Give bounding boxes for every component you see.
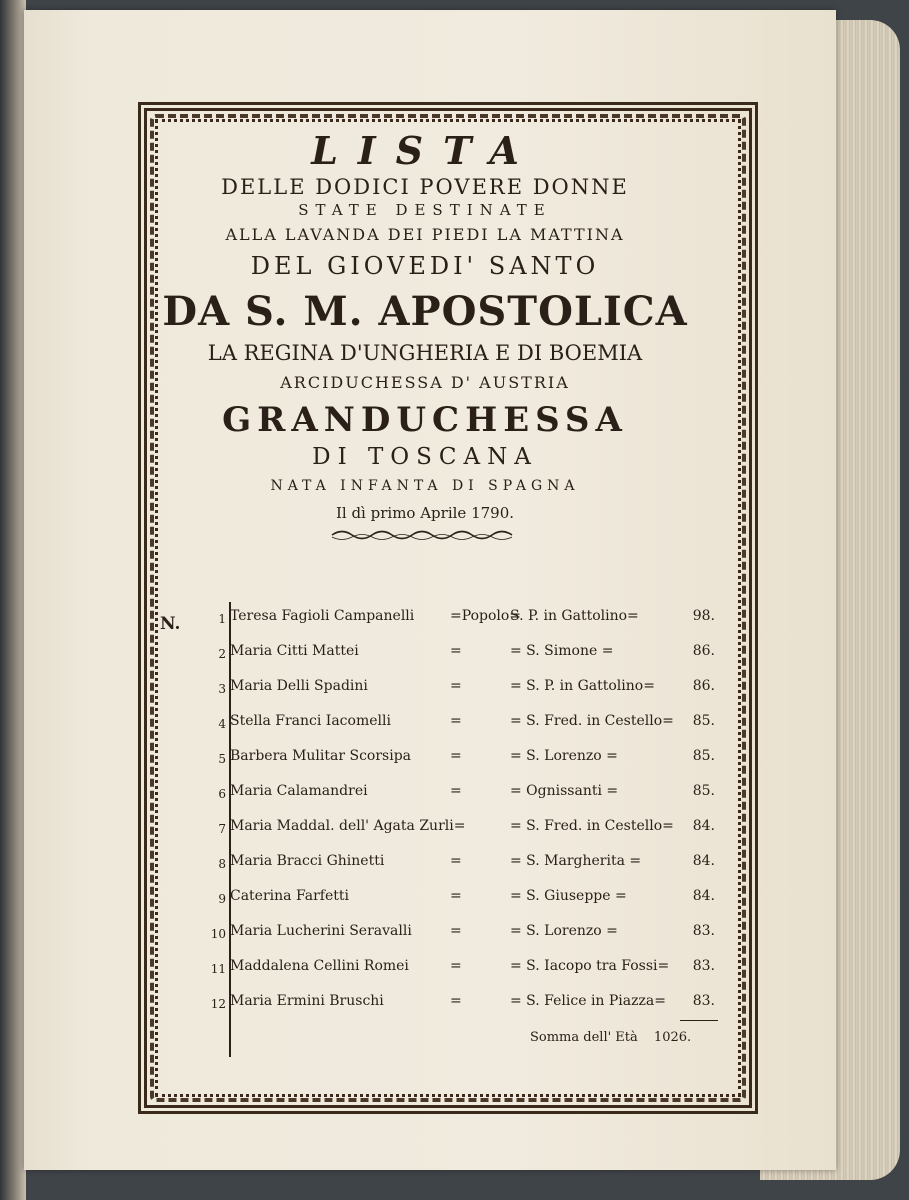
heading-block: [140, 128, 710, 542]
equals-mark: =Popolo=: [450, 608, 522, 624]
list-item: [160, 818, 715, 838]
equals-mark: =: [450, 783, 462, 799]
heading-line-4: DEL GIOVEDI' SANTO: [250, 252, 600, 280]
parish-name: = S. Fred. in Cestello=: [510, 713, 674, 729]
list-item: [160, 783, 715, 803]
list-item: [160, 888, 715, 908]
row-number: 10: [210, 927, 226, 941]
age-value: 98.: [692, 608, 715, 624]
age-value: 86.: [692, 678, 715, 694]
parish-name: = S. Fred. in Cestello=: [510, 818, 674, 834]
woman-name: Maria Bracci Ghinetti: [230, 853, 385, 869]
parish-name: = S. Simone =: [510, 643, 614, 659]
parish-name: = S. Felice in Piazza=: [510, 993, 666, 1009]
list-item: [160, 958, 715, 978]
equals-mark: =: [450, 923, 462, 939]
list-item: [160, 993, 715, 1013]
woman-name: Maria Calamandrei: [230, 783, 368, 799]
list-item: [160, 713, 715, 733]
list-label: N.: [160, 614, 181, 634]
heading-line-3: ALLA LAVANDA DEI PIEDI LA MATTINA: [225, 225, 625, 244]
row-number: 12: [210, 997, 226, 1011]
parish-name: = S. Lorenzo =: [510, 748, 618, 764]
heading-line-6: LA REGINA D'UNGHERIA E DI BOEMIA: [207, 341, 643, 365]
woman-name: Maria Lucherini Seravalli: [230, 923, 412, 939]
heading-line-1: DELLE DODICI POVERE DONNE: [221, 175, 629, 199]
equals-mark: =: [450, 678, 462, 694]
row-number: 6: [218, 787, 226, 801]
age-value: 84.: [692, 853, 715, 869]
sum-value: 1026.: [653, 1030, 692, 1045]
heading-line-7: ARCIDUCHESSA D' AUSTRIA: [280, 373, 570, 392]
woman-name: Maddalena Cellini Romei: [230, 958, 409, 974]
sum-underline: [680, 1020, 718, 1021]
row-number: 2: [218, 647, 226, 661]
row-number: 9: [218, 892, 226, 906]
age-value: 85.: [692, 783, 715, 799]
list-item: [160, 853, 715, 873]
woman-name: Teresa Fagioli Campanelli: [230, 608, 415, 624]
date-line: Il dì primo Aprile 1790.: [335, 504, 515, 522]
row-number: 5: [218, 752, 226, 766]
heading-line-8: GRANDUCHESSA: [222, 400, 628, 440]
parish-name: = S. Lorenzo =: [510, 923, 618, 939]
age-value: 83.: [692, 923, 715, 939]
woman-name: Maria Delli Spadini: [230, 678, 368, 694]
heading-line-9: DI TOSCANA: [312, 444, 538, 470]
age-value: 83.: [692, 958, 715, 974]
equals-mark: =: [450, 748, 462, 764]
equals-mark: =: [450, 853, 462, 869]
age-value: 83.: [692, 993, 715, 1009]
age-value: 85.: [692, 748, 715, 764]
woman-name: Stella Franci Iacomelli: [230, 713, 391, 729]
woman-name: Maria Citti Mattei: [230, 643, 359, 659]
row-number: 8: [218, 857, 226, 871]
parish-name: = S. Iacopo tra Fossi=: [510, 958, 670, 974]
row-number: 1: [218, 612, 226, 626]
parish-name: = S. Giuseppe =: [510, 888, 627, 904]
row-number: 7: [218, 822, 226, 836]
ornament-divider-icon: [330, 528, 520, 542]
equals-mark: =: [450, 643, 462, 659]
age-value: 85.: [692, 713, 715, 729]
woman-name: Barbera Mulitar Scorsipa: [230, 748, 412, 764]
parish-name: S. P. in Gattolino=: [510, 608, 639, 624]
equals-mark: =: [450, 958, 462, 974]
row-number: 4: [218, 717, 226, 731]
woman-name: Maria Ermini Bruschi: [230, 993, 384, 1009]
age-value: 86.: [692, 643, 715, 659]
list-item: [160, 678, 715, 698]
row-number: 11: [210, 962, 226, 976]
title: LISTA: [311, 128, 539, 173]
woman-name: Caterina Farfetti: [230, 888, 349, 904]
list-item: [160, 748, 715, 768]
sum-label: Somma dell' Età: [530, 1030, 638, 1045]
heading-line-5: DA S. M. APOSTOLICA: [162, 288, 688, 335]
parish-name: = S. P. in Gattolino=: [510, 678, 655, 694]
equals-mark: =: [450, 993, 462, 1009]
list-item: [160, 608, 715, 628]
list-item: [160, 643, 715, 663]
heading-line-2: STATE DESTINATE: [298, 201, 552, 219]
row-number: 3: [218, 682, 226, 696]
parish-name: = S. Margherita =: [510, 853, 642, 869]
heading-line-10: NATA INFANTA DI SPAGNA: [270, 478, 580, 494]
equals-mark: =: [450, 713, 462, 729]
book-spine: [0, 0, 26, 1200]
age-value: 84.: [692, 888, 715, 904]
parish-name: = Ognissanti =: [510, 783, 619, 799]
woman-name: Maria Maddal. dell' Agata Zurli=: [230, 818, 466, 834]
sum-line: [530, 1030, 691, 1045]
age-value: 84.: [692, 818, 715, 834]
list-item: [160, 923, 715, 943]
equals-mark: =: [450, 888, 462, 904]
